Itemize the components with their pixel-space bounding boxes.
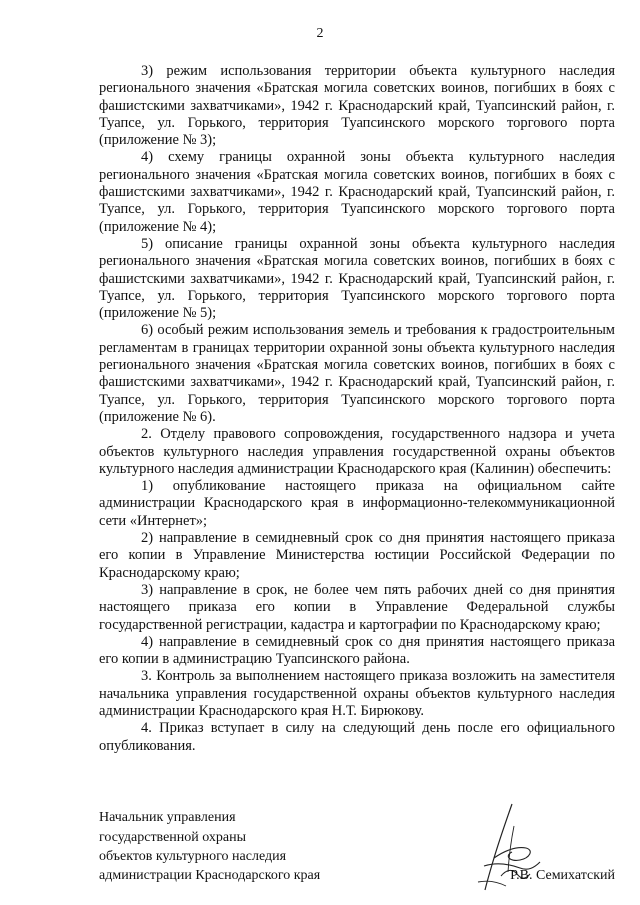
paragraph-clause-2: 2. Отделу правового сопровождения, государственного надзора и учета объектов культурного наследия управления государственной охраны объектов культурного наследия администрации Краснодарского края (Калинин) обеспечить: bbox=[99, 426, 615, 477]
signatory-name: Р.В. Семихатский bbox=[510, 868, 615, 883]
paragraph-item-3-regime: 3) режим использования территории объекта культурного наследия регионального значения «Братская могила советских воинов, погибших в боях с фашистскими захватчиками», 1942 г. Краснодарский край, Туапсинский район, г. Туапсе, ул. Горького, территория Туапсинского морского торгового порта (приложение № 3); bbox=[99, 63, 615, 149]
signature-title-line: государственной охраны bbox=[99, 829, 247, 845]
signature-title-line: администрации Краснодарского края bbox=[99, 868, 321, 883]
paragraph-clause-2-item-1: 1) опубликование настоящего приказа на официальном сайте администрации Краснодарского края в информационно-телекоммуникационной сети «Интернет»; bbox=[99, 478, 615, 529]
signature-title-line: объектов культурного наследия bbox=[99, 849, 287, 864]
paragraph-item-5-description: 5) описание границы охранной зоны объекта культурного наследия регионального значения «Братская могила советских воинов, погибших в боях с фашистскими захватчиками», 1942 г. Краснодарский край, Туапсинский район, г. Туапсе, ул. Горького, территория Туапсинского морского торгового порта (приложение № 5); bbox=[99, 235, 615, 322]
paragraph-item-4-scheme: 4) схему границы охранной зоны объекта культурного наследия регионального значения «Братская могила советских воинов, погибших в боях с фашистскими захватчиками», 1942 г. Краснодарский край, Туапсинский район, г. Туапсе, ул. Горького, территория Туапсинского морского торгового порта (приложение № 4); bbox=[99, 149, 615, 235]
paragraph-clause-2-item-4: 4) направление в семидневный срок со дня принятия настоящего приказа его копии в администрацию Туапсинского района. bbox=[99, 633, 615, 668]
paragraph-clause-4: 4. Приказ вступает в силу на следующий день после его официального опубликования. bbox=[99, 720, 615, 754]
signature-block bbox=[99, 808, 615, 898]
paragraph-item-6-special-regime: 6) особый режим использования земель и требования к градостроительным регламентам в границах территории охранной зоны объекта культурного наследия регионального значения «Братская могила советских воинов, погибших в боях с фашистскими захватчиками», 1942 г. Краснодарский край, Туапсинский район, г. Туапсе, ул. Горького, территория Туапсинского морского торгового порта (приложение № 6). bbox=[99, 322, 615, 425]
paragraph-clause-3: 3. Контроль за выполнением настоящего приказа возложить на заместителя начальника управления государственной охраны объектов культурного наследия администрации Краснодарского края Н.Т. Бирюкову. bbox=[99, 668, 615, 719]
signature-title-line: Начальник управления bbox=[99, 810, 236, 825]
document-body bbox=[99, 63, 615, 755]
paragraph-clause-2-item-2: 2) направление в семидневный срок со дня принятия настоящего приказа его копии в Управление Министерства юстиции Российской Федерации по Краснодарскому краю; bbox=[99, 530, 615, 581]
page-number: 2 bbox=[316, 26, 324, 41]
paragraph-clause-2-item-3: 3) направление в срок, не более чем пять рабочих дней со дня принятия настоящего приказа его копии в Управление Федеральной службы государственной регистрации, кадастра и картографии по Краснодарскому краю; bbox=[99, 581, 615, 633]
